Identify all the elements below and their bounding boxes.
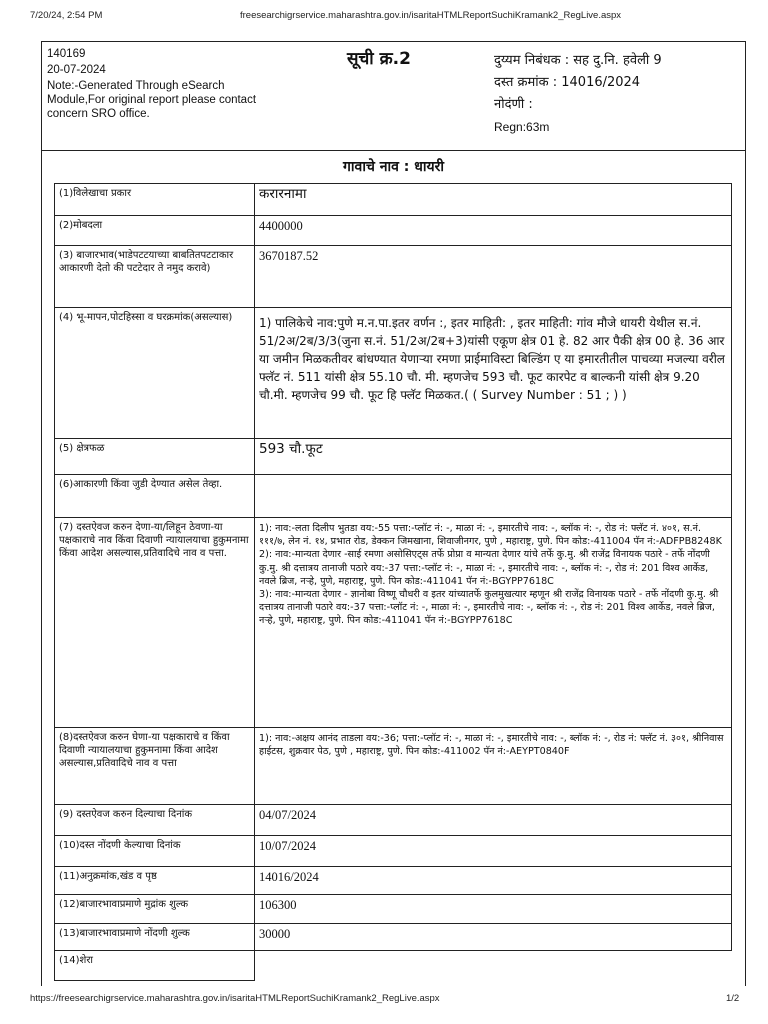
- row-label: (1)विलेखाचा प्रकार: [55, 184, 255, 216]
- row-label: (2)मोबदला: [55, 216, 255, 246]
- table-row: [55, 184, 732, 216]
- print-header-url: freesearchigrservice.maharashtra.gov.in/isaritaHTMLReportSuchiKramank2_RegLive.aspx: [240, 10, 622, 21]
- row-label: (12)बाजारभावाप्रमाणे मुद्रांक शुल्क: [55, 895, 255, 924]
- row-value: 04/07/2024: [255, 805, 732, 836]
- registration-label: नोदंणी :: [494, 97, 533, 112]
- row-label: (7) दस्तऐवज करुन देणा-या/लिहून ठेवणा-या पक्षकाराचे नाव किंवा दिवाणी न्यायालयाचा हुकुमनामा किंवा आदेश असल्यास,प्रतिवादिचे नाव व पत्ता.: [55, 518, 255, 728]
- row-label: (10)दस्त नोंदणी केल्याचा दिनांक: [55, 836, 255, 867]
- table-row: [55, 895, 732, 924]
- print-footer-url: https://freesearchigrservice.maharashtra.gov.in/isaritaHTMLReportSuchiKramank2_RegLive.aspx: [30, 993, 440, 1004]
- row-value: 4400000: [255, 216, 732, 246]
- row-value: 593 चौ.फूट: [255, 439, 732, 475]
- row-value: 14016/2024: [255, 867, 732, 895]
- row-label: (11)अनुक्रमांक,खंड व पृष्ठ: [55, 867, 255, 895]
- row-value: 1): नाव:-लता दिलीप भुतडा वय:-55 पत्ता:-प्लॉट नं: -, माळा नं: -, इमारतीचे नाव: -, ब्लॉक नं: -, रोड नं: फ्लॅट नं. ४०१, स.नं. १११/७, लेन नं. १४, प्रभात रोड, डेक्कन जिमखाना, शिवाजीनगर, पुणे , महाराष्ट्र, पुणे. पिन कोड:-411004 पॅन नं:-ADFPB8248K 2): नाव:-मान्यता देणार -साई रमणा असोसिएट्स तर्फे प्रोप्रा व मान्यता देणार यांचे तर्फे कु.मु. श्री राजेंद्र विनायक पठारे - तर्फे नोंदणी कु.मु. श्री दत्तात्रय तानाजी पठारे वय:-37 पत्ता:-प्लॉट नं: -, माळा नं: -, इमारतीचे नाव: -, ब्लॉक नं: -, रोड नं: 201 विश्व आर्केड, नवले ब्रिज, नऱ्हे, पुणे, महाराष्ट्र, पुणे. पिन कोड:-411041 पॅन नं:-BGYPP7618C 3): नाव:-मान्यता देणार - ज्ञानोबा विष्णू चौधरी व इतर यांच्यातर्फे कुलमुखत्यार म्हणून श्री राजेंद्र विनायक पठारे - तर्फे नोंदणी कु.मु. श्री दत्तात्रय तानाजी पठारे वय:-37 पत्ता:-प्लॉट नं: -, माळा नं: -, इमारतीचे नाव: -, ब्लॉक नं: -, रोड नं: 201 विश्व आर्केड, नवले ब्रिज, नऱ्हे, पुणे, महाराष्ट्र, पुणे. पिन कोड:-411041 पॅन नं:-BGYPP7618C: [255, 518, 732, 728]
- table-row: [55, 439, 732, 475]
- row-label: (14)शेरा: [55, 951, 255, 981]
- sub-registrar: दुय्यम निबंधक : सह दु.नि. हवेली 9: [494, 53, 662, 68]
- row-value: 1) पालिकेचे नाव:पुणे म.न.पा.इतर वर्णन :, इतर माहिती: , इतर माहिती: गांव मौजे धायरी येथील स.नं. 51/2अ/2ब/3/3(जुना स.नं. 51/2अ/2ब+3)यांसी एकूण क्षेत्र 01 हे. 82 आर पैकी क्षेत्र 00 हे. 36 आर या जमीन मिळकतीवर बांधण्यात येणाऱ्या रमणा प्राईमाविस्टा बिल्डिंग ए या इमारतीतील पाचव्या मजल्या वरील फ्लॅट नं. 511 यांसी क्षेत्र 55.10 चौ. मी. म्हणजेच 593 चौ. फूट कारपेट व बाल्कनी यांसी क्षेत्र 9.20 चौ.मी. म्हणजेच 99 चौ. फूट हि फ्लॅट मिळकत.( ( Survey Number : 51 ; ) ): [255, 308, 732, 439]
- esearch-note: Note:-Generated Through eSearch Module,For original report please contact concern SRO office.: [47, 80, 257, 120]
- table-row: [55, 216, 732, 246]
- table-row: [55, 924, 732, 951]
- row-label: (6)आकारणी किंवा जुडी देण्यात असेल तेव्हा.: [55, 475, 255, 518]
- regn-code: Regn:63m: [494, 120, 550, 134]
- row-label: (9) दस्तऐवज करुन दिल्याचा दिनांक: [55, 805, 255, 836]
- table-row: [55, 836, 732, 867]
- table-row: [55, 475, 732, 518]
- report-header-right: [494, 50, 739, 138]
- table-row: [55, 308, 732, 439]
- table-row: [55, 518, 732, 728]
- report-header-left: [47, 47, 282, 123]
- table-row: [55, 728, 732, 805]
- row-value: करारनामा: [255, 184, 732, 216]
- row-label: (5) क्षेत्रफळ: [55, 439, 255, 475]
- row-value: 1): नाव:-अक्षय आनंद ताडला वय:-36; पत्ता:-प्लॉट नं: -, माळा नं: -, इमारतीचे नाव: -, ब्लॉक नं: -, रोड नं: फ्लॅट नं. ३०१, श्रीनिवास हाईटस, शुक्रवार पेठ, पुणे , महाराष्ट्र, पुणे. पिन कोड:-411002 पॅन नं:-AEYPT0840F: [255, 728, 732, 805]
- row-value: 106300: [255, 895, 732, 924]
- document-id: 140169: [47, 48, 86, 60]
- table-row: [55, 951, 732, 981]
- report-title: सूची क्र.2: [347, 49, 411, 69]
- row-value: [255, 951, 732, 981]
- document-number: दस्त क्रमांक : 14016/2024: [494, 75, 641, 90]
- row-value: 30000: [255, 924, 732, 951]
- print-datetime: 7/20/24, 2:54 PM: [30, 10, 103, 21]
- row-label: (4) भू-मापन,पोटहिस्सा व घरक्रमांक(असल्यास): [55, 308, 255, 439]
- table-row: [55, 246, 732, 308]
- row-value: 10/07/2024: [255, 836, 732, 867]
- table-row: [55, 805, 732, 836]
- row-label: (3) बाजारभाव(भाडेपटटयाच्या बाबतितपटटाकार आकारणी देतो की पटटेदार ते नमुद करावे): [55, 246, 255, 308]
- row-value: 3670187.52: [255, 246, 732, 308]
- document-details-table: [54, 183, 732, 981]
- page-number: 1/2: [726, 993, 740, 1004]
- table-row: [55, 867, 732, 895]
- row-label: (8)दस्तऐवज करुन घेणा-या पक्षकाराचे व किंवा दिवाणी न्यायालयाचा हुकुमनामा किंवा आदेश असल्यास,प्रतिवादिचे नाव व पत्ता: [55, 728, 255, 805]
- village-name: गावाचे नाव : धायरी: [343, 159, 444, 175]
- report-date: 20-07-2024: [47, 64, 106, 76]
- row-label: (13)बाजारभावाप्रमाणे नोंदणी शुल्क: [55, 924, 255, 951]
- header-divider: [42, 150, 745, 151]
- row-value: [255, 475, 732, 518]
